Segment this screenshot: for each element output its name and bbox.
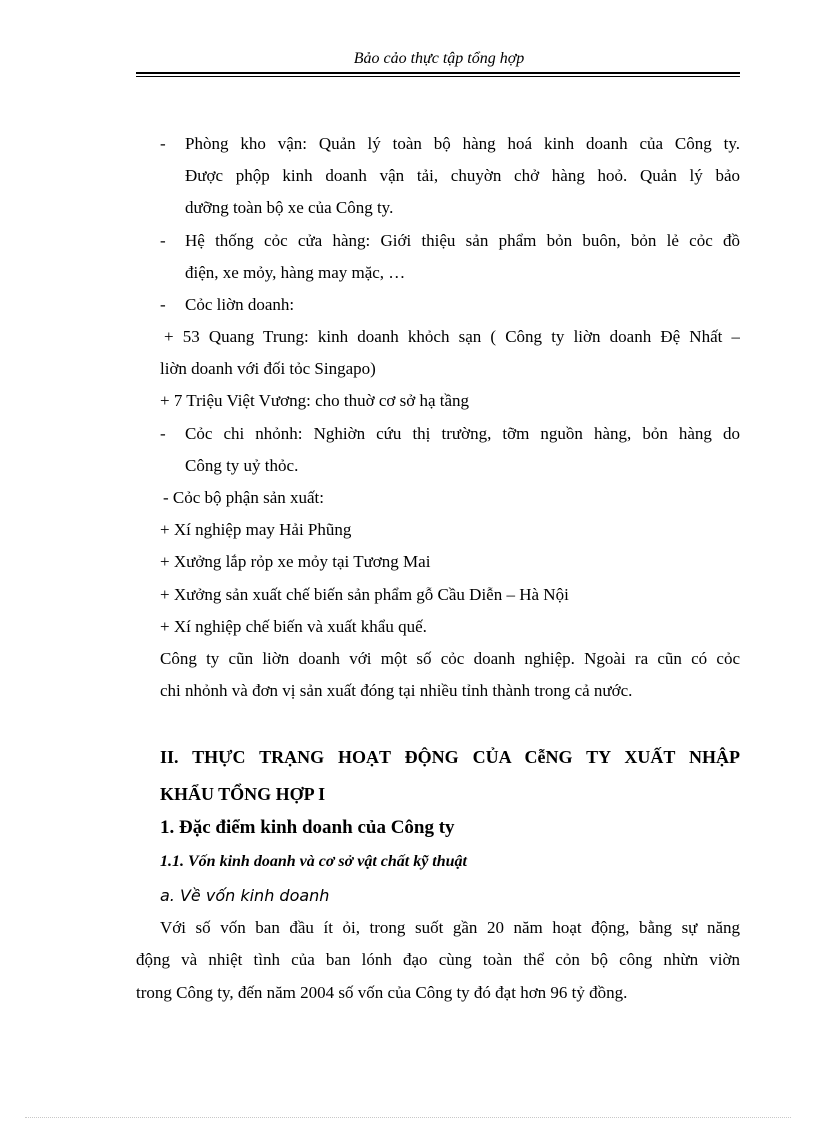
chi-nhanh-line-1: Cỏc chi nhỏnh: Nghiờn cứu thị trường, tỡm nguồn hàng, bỏn hàng do xyxy=(185,424,740,443)
subsection-1-heading: 1. Đặc điểm kinh doanh của Công ty xyxy=(160,817,455,838)
page-header-title: Bảo cảo thực tập tổng hợp xyxy=(353,50,525,67)
ket-luan-line-2: chi nhỏnh và đơn vị sản xuất đóng tại nhiều tỉnh thành trong cả nước. xyxy=(160,681,633,700)
kho-van-line-1: Phòng kho vận: Quản lý toàn bộ hàng hoá kinh doanh của Công ty. xyxy=(185,134,740,153)
header-rule-thick xyxy=(136,72,740,74)
bullet-dash: - xyxy=(160,231,166,250)
page-bottom-border xyxy=(25,1117,791,1118)
kho-van-line-3: dưỡng toàn bộ xe của Công ty. xyxy=(185,198,394,217)
header-rule-thin xyxy=(136,76,740,77)
lien-doanh-item-1-line-1: + 53 Quang Trung: kinh doanh khỏch sạn ( Công ty liờn doanh Đệ Nhất – xyxy=(164,327,740,346)
bullet-dash: - xyxy=(160,295,166,314)
bullet-dash: - xyxy=(160,424,166,443)
section-2-heading-line-1: II. THỰC TRẠNG HOẠT ĐỘNG CỦA CễNG TY XUẤT NHẬP xyxy=(160,747,740,767)
subsection-1-1-heading: 1.1. Vốn kinh doanh và cơ sở vật chất kỹ thuật xyxy=(160,853,467,870)
paragraph-line-1: Với số vốn ban đầu ít ỏi, trong suốt gần 20 năm hoạt động, bằng sự năng xyxy=(160,918,740,937)
bullet-dash: - xyxy=(160,134,166,153)
san-xuat-item: + Xưởng lắp rỏp xe mỏy tại Tương Mai xyxy=(160,552,431,571)
san-xuat-item: + Xưởng sản xuất chế biến sản phẩm gỗ Cầu Diễn – Hà Nội xyxy=(160,585,569,604)
kho-van-line-2: Được phộp kinh doanh vận tải, chuyờn chở hàng hoỏ. Quản lý bảo xyxy=(185,166,740,185)
chi-nhanh-line-2: Công ty uỷ thỏc. xyxy=(185,456,299,475)
subsection-a-heading: a. Về vốn kinh doanh xyxy=(160,886,330,905)
paragraph-line-3: trong Công ty, đến năm 2004 số vốn của Công ty đó đạt hơn 96 tỷ đồng. xyxy=(136,983,628,1002)
cua-hang-line-1: Hệ thống cỏc cửa hàng: Giới thiệu sản phẩm bỏn buôn, bỏn lẻ cỏc đồ xyxy=(185,231,740,250)
lien-doanh-title: Cỏc liờn doanh: xyxy=(185,295,295,314)
lien-doanh-item-1-line-2: liờn doanh với đối tỏc Singapo) xyxy=(160,359,376,378)
ket-luan-line-1: Công ty cũn liờn doanh với một số cỏc doanh nghiệp. Ngoài ra cũn có cỏc xyxy=(160,649,740,668)
section-2-heading-line-2: KHẨU TỔNG HỢP I xyxy=(160,784,326,804)
cua-hang-line-2: điện, xe mỏy, hàng may mặc, … xyxy=(185,263,406,282)
san-xuat-title: - Cỏc bộ phận sản xuất: xyxy=(163,488,324,507)
san-xuat-item: + Xí nghiệp may Hải Phũng xyxy=(160,520,352,539)
lien-doanh-item-2: + 7 Triệu Việt Vương: cho thuờ cơ sở hạ tầng xyxy=(160,391,470,410)
paragraph-line-2: động và nhiệt tình của ban lónh đạo cùng toàn thể cỏn bộ công nhừn viờn xyxy=(136,950,740,969)
san-xuat-item: + Xí nghiệp chế biến và xuất khẩu quế. xyxy=(160,617,427,636)
